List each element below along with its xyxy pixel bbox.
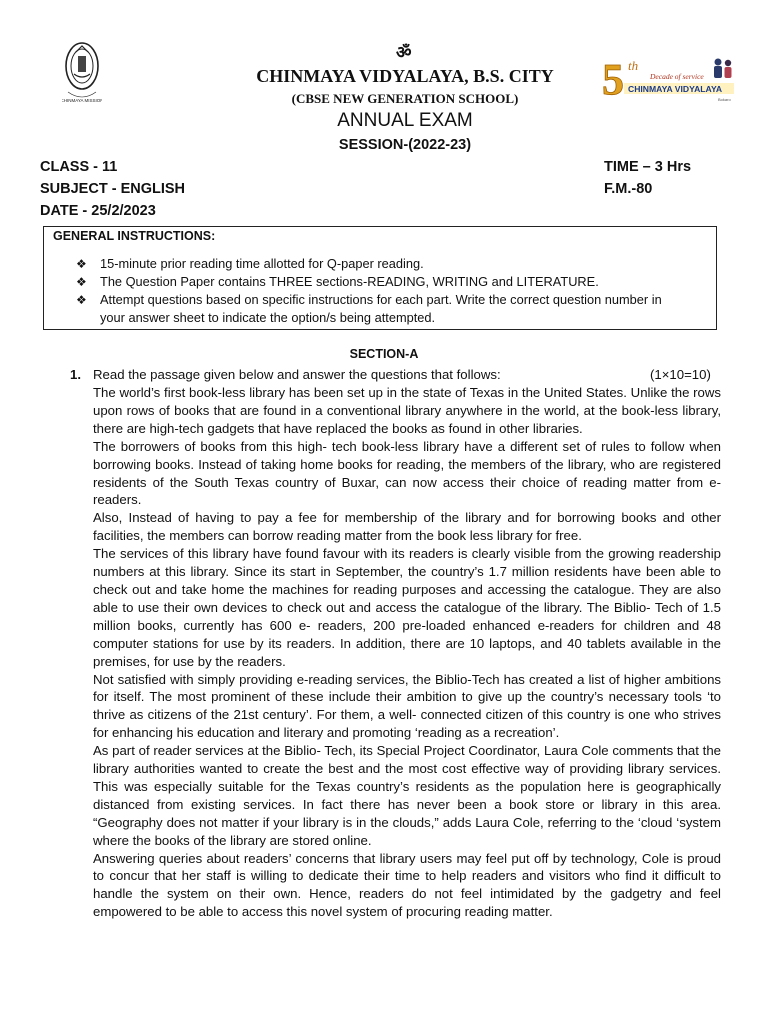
- diamond-bullet-icon: ❖: [76, 275, 87, 289]
- reading-passage: [93, 384, 721, 921]
- instruction-item: [76, 273, 676, 291]
- instruction-item: [76, 255, 676, 273]
- logo-name: CHINMAYA VIDYALAYA: [628, 84, 723, 94]
- date-label: DATE - 25/2/2023: [40, 203, 156, 219]
- full-marks-label: F.M.-80: [604, 181, 653, 197]
- school-subtitle: (CBSE NEW GENERATION SCHOOL): [291, 91, 519, 106]
- section-title: SECTION-A: [349, 347, 419, 361]
- diamond-bullet-icon: ❖: [76, 257, 87, 271]
- logo-numeral: 5: [602, 55, 624, 104]
- logo-tagline: Decade of service: [650, 72, 704, 81]
- diamond-bullet-icon: ❖: [76, 293, 87, 307]
- passage-paragraph: The world’s first book-less library has been set up in the state of Texas in the United States. Unlike the rows upon rows of books that are found in a conventional library anywhere in the world, at the book-less library, there are high-tech gadgets that have replaced the books as found in other libraries.: [93, 385, 721, 436]
- question-text: Read the passage given below and answer the questions that follows:: [93, 367, 501, 382]
- instruction-text: 15-minute prior reading time allotted for Q-paper reading.: [100, 256, 424, 271]
- question-marks: (1×10=10): [650, 367, 711, 382]
- question-number: 1.: [70, 367, 81, 382]
- fifth-decade-logo: [600, 54, 736, 104]
- passage-paragraph: Answering queries about readers’ concerns that library users may feel put off by technology, Cole is proud to concur that her staff is willing to dedicate their time to help readers and visitors who find it difficult to handle the system on their own. Hence, readers do not feel intimidated by the gadgetry and feel empowered to be able to access this novel system of procuring reading matter.: [93, 850, 721, 920]
- logo-place: Bokaro: [718, 97, 731, 102]
- exam-session: SESSION-(2022-23): [338, 137, 472, 153]
- school-name: CHINMAYA VIDYALAYA, B.S. CITY: [256, 66, 554, 86]
- time-label: TIME – 3 Hrs: [604, 159, 692, 175]
- general-instructions-box: [43, 226, 717, 330]
- exam-title: ANNUAL EXAM: [337, 110, 473, 131]
- passage-paragraph: As part of reader services at the Biblio- Tech, its Special Project Coordinator, Laura Cole comments that the library authorities wanted to create the best and the most cost effective way of providing library services. This was especially suitable for the Texas country’s residents as the population here is geographically distanced from existing services. In fact there has never been a book store or library in this area. “Geography does not matter if your library is in the clouds,” adds Laura Cole, referring to the ‘cloud ‘system where the books of the library are stored online.: [93, 743, 721, 848]
- passage-paragraph: Not satisfied with simply providing e-reading services, the Biblio-Tech has created a list of higher ambitions for itself. The most prominent of these include their ambition to give up the country’s necessary tools ‘to thrive as citizens of the 21st century’. For them, a well- connected citizen of this country is one who strives for enhancing his education and literary and promoting ‘reading as a recreation’.: [93, 671, 721, 741]
- passage-paragraph: The borrowers of books from this high- tech book-less library have a different set of rules to follow when borrowing books. Instead of taking home books for reading, the members of the library, who are registered residents of the South Texas country of Buxar, can now access their choice of reading matter from e-readers.: [93, 438, 721, 508]
- instruction-text: The Question Paper contains THREE sections-READING, WRITING and LITERATURE.: [100, 274, 599, 289]
- logo-superscript: th: [628, 58, 639, 73]
- passage-paragraph: Also, Instead of having to pay a fee for membership of the library and for borrowing books and other facilities, the members can borrow reading matter from the book less library for free.: [93, 510, 721, 544]
- passage-paragraph: The services of this library have found favour with its readers is clearly visible from the growing readership numbers at this library. Since its start in September, the country’s 1.7 million residents have been able to check out and take home the machines for reading purposes and accessing the catalogue. They are also able to use their own devices to check out and access the catalogue of the library. The Biblio- Tech of 1.5 million books, currently has 600 e- readers, 200 pre-loaded enhanced e-readers for children and 48 computer stations for use by its readers. In addition, there are 10 laptops, and 40 tablets available in the premises, for use by the readers.: [93, 546, 721, 669]
- om-symbol: ॐ: [396, 43, 412, 62]
- class-label: CLASS - 11: [40, 159, 118, 175]
- instructions-heading: GENERAL INSTRUCTIONS:: [53, 229, 216, 243]
- instruction-text: Attempt questions based on specific instructions for each part. Write the correct question number in your answer sheet to indicate the option/s being attempted.: [100, 292, 662, 325]
- subject-label: SUBJECT - ENGLISH: [40, 181, 186, 197]
- emblem-text: CHINMAYA MISSION: [62, 98, 102, 103]
- instruction-item: [76, 291, 676, 327]
